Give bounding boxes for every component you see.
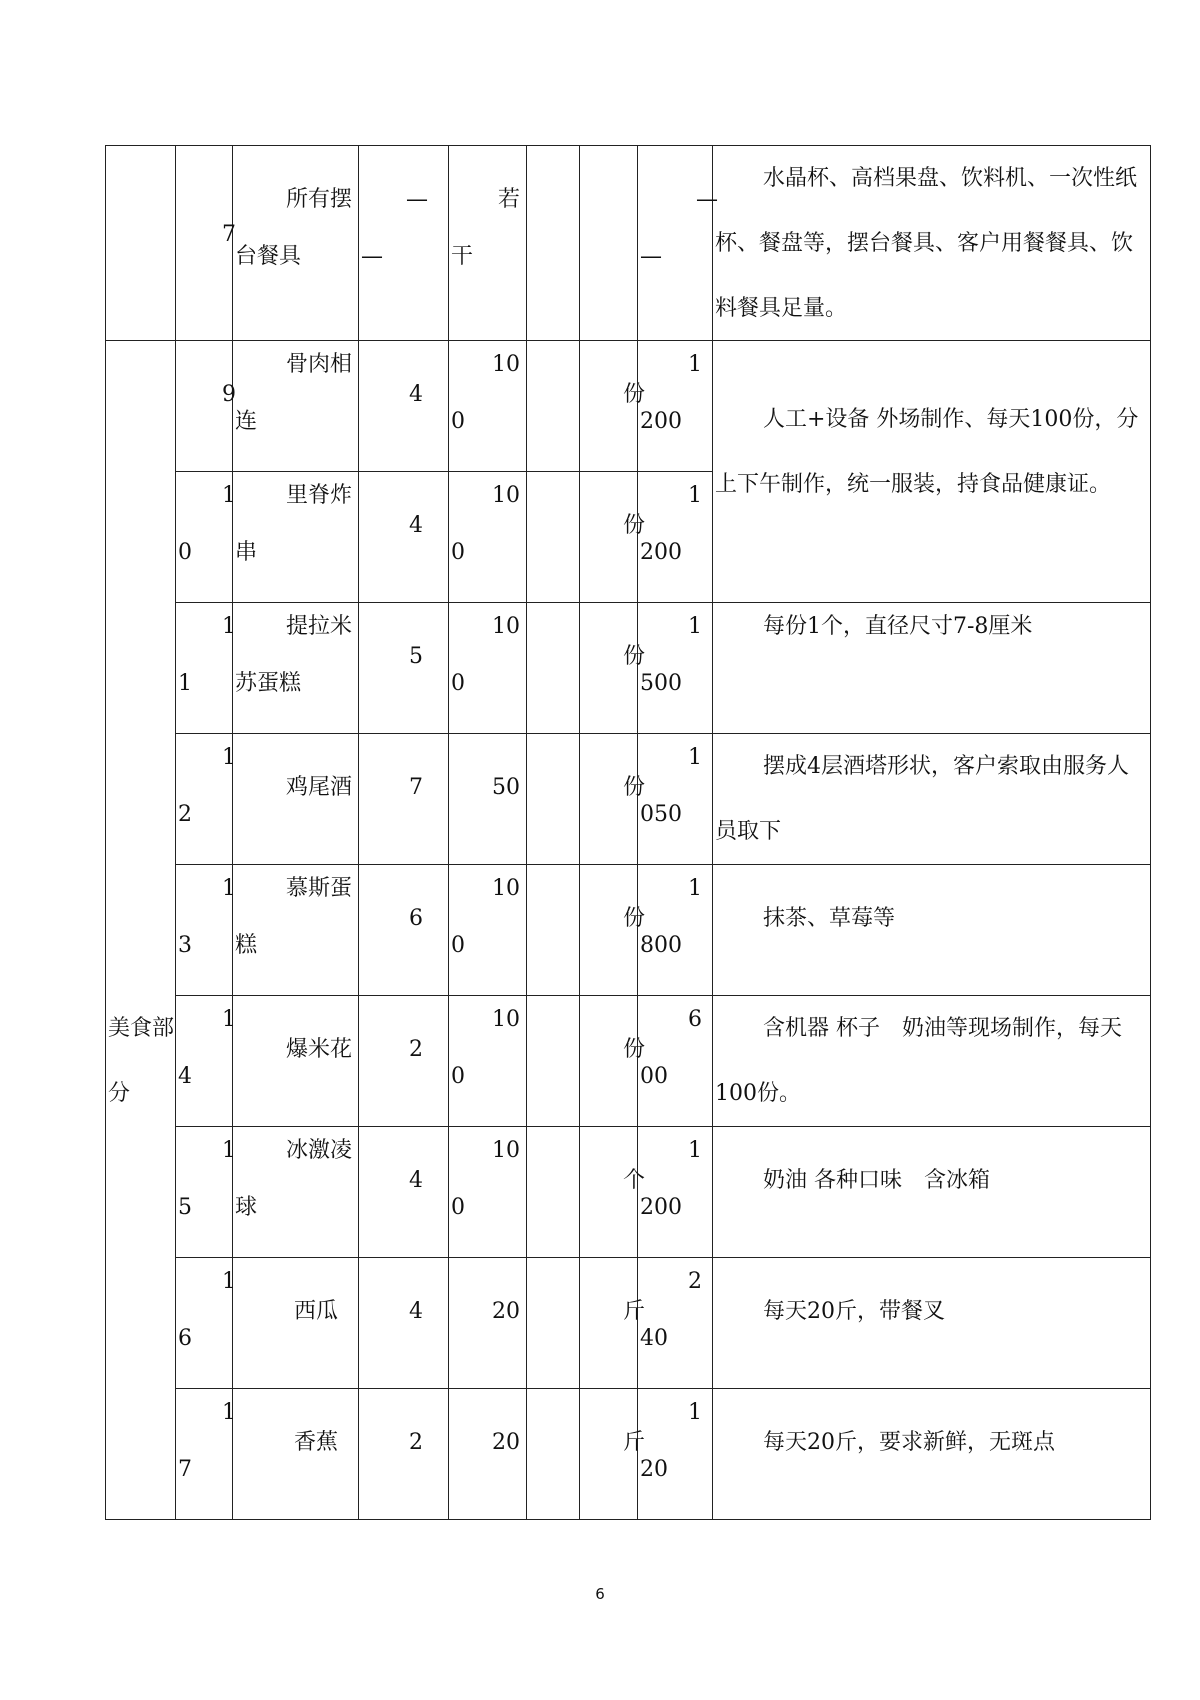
total-cell — [638, 472, 713, 603]
item-name-cell — [233, 341, 359, 472]
price: 7 — [409, 775, 423, 800]
quantity-line1: 若 — [497, 187, 520, 212]
item-number-line2: 1 — [178, 671, 192, 696]
blank-cell — [527, 734, 580, 865]
quantity-line2: 0 — [451, 1195, 465, 1220]
item-number-line1: 1 — [222, 745, 236, 770]
price: 4 — [409, 382, 423, 407]
price-line2: — — [361, 244, 383, 269]
price-cell — [359, 146, 449, 341]
item-name-line2: 苏蛋糕 — [235, 671, 302, 696]
item-name-line2: 台餐具 — [235, 244, 302, 269]
unit: 个 — [622, 1168, 645, 1193]
quantity-cell — [449, 1389, 527, 1520]
table-row — [106, 865, 1151, 996]
unit-cell — [580, 734, 645, 865]
blank-cell — [527, 341, 580, 472]
item-name-line1: 鸡尾酒 — [285, 775, 352, 800]
price-cell — [359, 603, 449, 734]
blank-cell — [527, 996, 580, 1127]
item-name-line1: 慕斯蛋 — [285, 876, 352, 901]
note-text: 奶油 各种口味 含冰箱 — [763, 1168, 990, 1193]
price: 6 — [409, 906, 423, 931]
note-text: 抹茶、草莓等 — [763, 906, 896, 931]
table-row — [106, 341, 1151, 472]
price: 4 — [409, 513, 423, 538]
quantity-cell — [449, 146, 527, 341]
note-text: 含机器 杯子 奶油等现场制作，每天100份。 — [715, 1016, 1122, 1106]
item-number-line2: 6 — [178, 1326, 192, 1351]
table-row — [106, 1258, 1151, 1389]
total-cell — [638, 603, 713, 734]
price-cell — [359, 996, 449, 1127]
total-cell — [638, 996, 713, 1127]
quantity-line1: 10 — [492, 483, 520, 508]
item-number-line1: 1 — [222, 876, 236, 901]
quantity-line2: 0 — [451, 540, 465, 565]
total-line2: 200 — [640, 1195, 682, 1220]
total-line2: 00 — [640, 1064, 668, 1089]
item-name-cell — [233, 1258, 359, 1389]
note-text: 水晶杯、高档果盘、饮料机、一次性纸杯、餐盘等，摆台餐具、客户用餐餐具、饮料餐具足量。 — [715, 166, 1138, 321]
unit-cell — [580, 1258, 645, 1389]
item-name-line1: 爆米花 — [285, 1037, 352, 1062]
unit: 斤 — [622, 1299, 645, 1324]
unit: 份 — [622, 382, 645, 407]
quantity-cell — [449, 341, 527, 472]
quantity-cell — [449, 472, 527, 603]
note-cell — [713, 734, 1151, 865]
total-cell — [638, 1127, 713, 1258]
item-number-line1: 9 — [222, 382, 236, 407]
item-name-cell — [233, 472, 359, 603]
total-line2: 200 — [640, 540, 682, 565]
item-name-line1: 所有摆 — [285, 187, 352, 212]
item-name-cell — [233, 996, 359, 1127]
price-cell — [359, 734, 449, 865]
item-number-line1: 1 — [222, 483, 236, 508]
item-name-cell — [233, 146, 359, 341]
blank-cell — [527, 1127, 580, 1258]
note-cell — [713, 1389, 1151, 1520]
page-number: 6 — [595, 1585, 605, 1603]
unit-cell — [580, 865, 645, 996]
quantity-line2: 0 — [451, 933, 465, 958]
total-line1: 1 — [688, 352, 702, 377]
item-name-line1: 里脊炸 — [285, 483, 352, 508]
total-cell — [638, 341, 713, 472]
section-cell — [106, 341, 176, 1520]
total-line1: 1 — [688, 1400, 702, 1425]
item-name-line2: 糕 — [235, 933, 258, 958]
price: 5 — [409, 644, 423, 669]
price: 2 — [409, 1037, 423, 1062]
quantity-line2: 0 — [451, 671, 465, 696]
unit-cell — [580, 603, 645, 734]
total-line2: 050 — [640, 802, 682, 827]
note-cell — [713, 1258, 1151, 1389]
unit: 斤 — [622, 1430, 645, 1455]
note-cell — [713, 603, 1151, 734]
note-cell — [713, 865, 1151, 996]
quantity-cell — [449, 865, 527, 996]
quote-table — [105, 145, 1151, 1520]
unit-cell — [580, 472, 645, 603]
item-number-cell — [176, 146, 236, 341]
price-cell — [359, 341, 449, 472]
item-name-cell — [233, 734, 359, 865]
unit: 份 — [622, 906, 645, 931]
quantity-line1: 10 — [492, 876, 520, 901]
item-number-line2: 4 — [178, 1064, 192, 1089]
section-label: 美食部分 — [108, 1016, 175, 1106]
item-name-line1: 骨肉相 — [285, 352, 352, 377]
quantity-line2: 0 — [451, 409, 465, 434]
item-number-line2: 7 — [178, 1457, 192, 1482]
quantity-cell — [449, 996, 527, 1127]
quantity-line1: 10 — [492, 352, 520, 377]
total-line2: 500 — [640, 671, 682, 696]
total-cell — [638, 865, 713, 996]
table-row — [106, 603, 1151, 734]
total-cell — [638, 1389, 713, 1520]
item-number-cell — [176, 341, 236, 472]
price: 4 — [409, 1168, 423, 1193]
note-cell — [713, 996, 1151, 1127]
quantity-cell — [449, 603, 527, 734]
note-text: 每份1个，直径尺寸7-8厘米 — [763, 614, 1033, 639]
item-number-line1: 1 — [222, 1400, 236, 1425]
total-line1: 1 — [688, 745, 702, 770]
blank-cell — [527, 472, 580, 603]
table-row — [106, 146, 1151, 341]
item-number-cell — [176, 1258, 236, 1389]
price-cell — [359, 1127, 449, 1258]
price-cell — [359, 1258, 449, 1389]
item-number-line2: 2 — [178, 802, 192, 827]
unit-cell — [580, 1389, 645, 1520]
total-line2: 800 — [640, 933, 682, 958]
quantity-line2: 干 — [451, 244, 474, 269]
blank-cell — [527, 865, 580, 996]
total-line2: 200 — [640, 409, 682, 434]
note-text: 摆成4层酒塔形状，客户索取由服务人员取下 — [715, 754, 1129, 844]
item-number-line2: 3 — [178, 933, 192, 958]
total-line2: 20 — [640, 1457, 668, 1482]
blank-cell — [527, 146, 580, 341]
quantity-line1: 10 — [492, 1007, 520, 1032]
quantity-line1: 20 — [492, 1430, 520, 1455]
note-cell-merged — [713, 341, 1151, 603]
note-text: 每天20斤，带餐叉 — [763, 1299, 945, 1324]
total-line2: — — [640, 244, 662, 269]
note-text: 每天20斤，要求新鲜，无斑点 — [763, 1430, 1055, 1455]
price-cell — [359, 865, 449, 996]
item-number-cell — [176, 996, 236, 1127]
quantity-cell — [449, 1127, 527, 1258]
item-number-cell — [176, 1389, 236, 1520]
item-number-line1: 1 — [222, 1269, 236, 1294]
price: 2 — [409, 1430, 423, 1455]
unit: 份 — [622, 513, 645, 538]
item-name-line1: 冰激凌 — [285, 1138, 352, 1163]
item-name-line1: 西瓜 — [293, 1299, 338, 1324]
price-cell — [359, 472, 449, 603]
unit-cell — [580, 1127, 645, 1258]
table-row — [106, 1127, 1151, 1258]
item-name-cell — [233, 1127, 359, 1258]
blank-cell — [527, 1258, 580, 1389]
total-line1: 2 — [688, 1269, 702, 1294]
total-line1: 1 — [688, 876, 702, 901]
note-text: 人工+设备 外场制作、每天100份，分上下午制作，统一服装，持食品健康证。 — [715, 407, 1139, 497]
note-cell — [713, 1127, 1151, 1258]
unit-cell — [580, 146, 638, 341]
item-number-line1: 1 — [222, 614, 236, 639]
item-number-cell — [176, 603, 236, 734]
price-line1: — — [406, 187, 428, 212]
quantity-cell — [449, 734, 527, 865]
item-number-line1: 1 — [222, 1138, 236, 1163]
item-name-cell — [233, 603, 359, 734]
total-cell — [638, 146, 718, 341]
total-cell — [638, 1258, 713, 1389]
total-line2: 40 — [640, 1326, 668, 1351]
unit-cell — [580, 996, 645, 1127]
item-number-cell — [176, 865, 236, 996]
item-name-line1: 香蕉 — [293, 1430, 338, 1455]
item-name-line2: 串 — [235, 540, 258, 565]
unit: 份 — [622, 1037, 645, 1062]
item-number-line2: 0 — [178, 540, 192, 565]
item-name-line2: 球 — [235, 1195, 258, 1220]
item-name-line1: 提拉米 — [285, 614, 352, 639]
total-line1: 1 — [688, 1138, 702, 1163]
total-cell — [638, 734, 713, 865]
total-line1: — — [696, 187, 718, 212]
quantity-line1: 20 — [492, 1299, 520, 1324]
blank-cell — [527, 1389, 580, 1520]
unit: 份 — [622, 644, 645, 669]
unit-cell — [580, 341, 645, 472]
item-number-cell — [176, 472, 236, 603]
price: 4 — [409, 1299, 423, 1324]
section-cell-empty — [106, 146, 176, 341]
quantity-line1: 50 — [492, 775, 520, 800]
item-name-cell — [233, 1389, 359, 1520]
total-line1: 1 — [688, 614, 702, 639]
item-number: 7 — [222, 222, 236, 247]
table-row — [106, 734, 1151, 865]
item-number-line1: 1 — [222, 1007, 236, 1032]
note-cell — [713, 146, 1151, 341]
quantity-line1: 10 — [492, 1138, 520, 1163]
quantity-line2: 0 — [451, 1064, 465, 1089]
price-cell — [359, 1389, 449, 1520]
table-row — [106, 996, 1151, 1127]
total-line1: 6 — [688, 1007, 702, 1032]
item-number-cell — [176, 734, 236, 865]
item-number-cell — [176, 1127, 236, 1258]
item-name-cell — [233, 865, 359, 996]
blank-cell — [527, 603, 580, 734]
item-number-line2: 5 — [178, 1195, 192, 1220]
quantity-line1: 10 — [492, 614, 520, 639]
table-row — [106, 1389, 1151, 1520]
total-line1: 1 — [688, 483, 702, 508]
item-name-line2: 连 — [235, 409, 258, 434]
unit: 份 — [622, 775, 645, 800]
quantity-cell — [449, 1258, 527, 1389]
